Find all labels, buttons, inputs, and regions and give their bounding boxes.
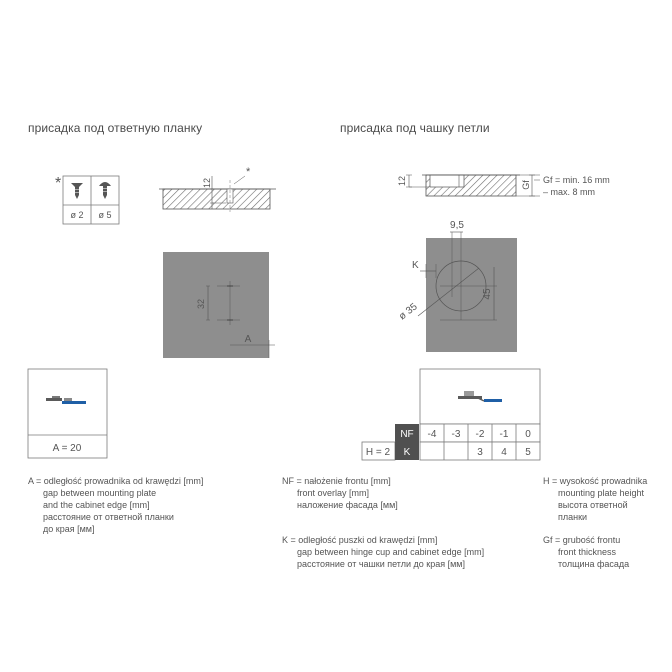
left-header: присадка под ответную планку — [28, 121, 203, 135]
k-row — [362, 442, 540, 460]
screw-diam-left: ø 2 — [70, 210, 84, 220]
dim-35: ø 35 — [397, 301, 420, 323]
right-section-gf: Gf — [521, 180, 531, 190]
nf-value: -3 — [451, 429, 461, 440]
legend-h-line: планки — [558, 512, 588, 522]
legend-gf-line: толщина фасада — [558, 559, 630, 569]
nf-row — [395, 424, 540, 442]
legend-a-line: and the cabinet edge [mm] — [43, 500, 150, 510]
k-label: K — [403, 447, 411, 458]
gf-min-label: Gf = min. 16 mm — [543, 175, 610, 185]
right-header: присадка под чашку петли — [340, 121, 490, 135]
nf-label: NF — [400, 429, 414, 440]
left-section-view — [159, 166, 276, 212]
nf-value: -1 — [499, 429, 509, 440]
legend-k-line: расстояние от чашки петли до края [мм] — [297, 559, 465, 569]
legend-nf-line: NF = nałożenie frontu [mm] — [282, 476, 391, 486]
h-label: H = 2 — [365, 447, 391, 458]
gf-max-label: – max. 8 mm — [543, 187, 596, 197]
dim-45: 45 — [482, 288, 493, 300]
legend-a — [28, 475, 203, 535]
legend-nf-line: наложение фасада [мм] — [297, 500, 398, 510]
legend-h — [543, 475, 647, 523]
legend-gf-line: Gf = grubość frontu — [543, 535, 621, 545]
legend-h-line: высота ответной — [558, 500, 628, 510]
left-front-dim-a: A — [244, 334, 252, 345]
nf-value: -4 — [427, 429, 437, 440]
left-front-dim-32: 32 — [196, 298, 206, 310]
legend-h-line: H = wysokość prowadnika — [543, 476, 648, 486]
a-table-value: A = 20 — [52, 443, 82, 454]
legend-k — [282, 534, 484, 570]
nf-value: 0 — [525, 429, 531, 440]
legend-gf-line: front thickness — [558, 547, 617, 557]
nf-value: -2 — [475, 429, 485, 440]
legend-gf — [543, 534, 629, 570]
legend-a-line: до края [мм] — [43, 524, 95, 534]
dim-9-5: 9,5 — [450, 220, 464, 231]
dim-k: K — [412, 260, 419, 271]
screw-diam-right: ø 5 — [98, 210, 112, 220]
left-section-asterisk: * — [246, 166, 251, 178]
left-section-dim-12: 12 — [202, 177, 212, 189]
screw-asterisk: * — [55, 175, 62, 192]
right-section-dim-12: 12 — [397, 175, 407, 187]
legend-nf — [282, 475, 398, 511]
a-table — [28, 369, 107, 458]
legend-k-line: K = odległość puszki od krawędzi [mm] — [282, 535, 438, 545]
left-front-view — [163, 252, 275, 358]
legend-a-line: расстояние от ответной планки — [43, 512, 174, 522]
right-front-view — [397, 220, 517, 352]
legend-nf-line: front overlay [mm] — [297, 488, 370, 498]
nf-k-table — [362, 369, 540, 460]
k-value: 4 — [501, 447, 507, 458]
right-section-view — [397, 175, 610, 197]
screw-table — [63, 176, 119, 224]
legend-a-line: A = odległość prowadnika od krawędzi [mm] — [28, 476, 204, 486]
k-value: 5 — [525, 447, 531, 458]
legend-h-line: mounting plate height — [558, 488, 645, 498]
k-value: 3 — [477, 447, 483, 458]
legend-a-line: gap between mounting plate — [43, 488, 157, 498]
legend-k-line: gap between hinge cup and cabinet edge [mm] — [297, 547, 485, 557]
